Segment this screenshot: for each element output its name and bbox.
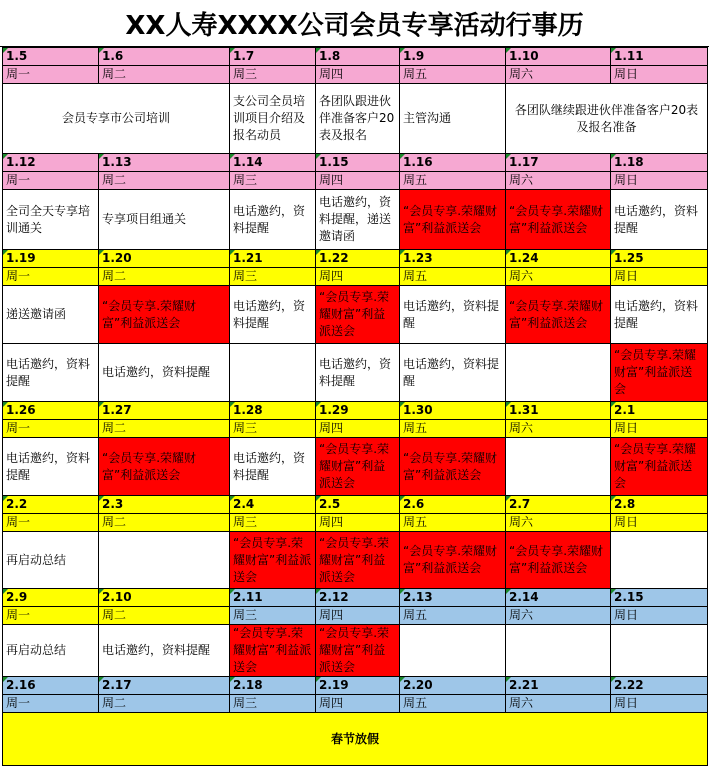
weekday-cell[interactable]: 周一 [3,695,99,713]
date-cell[interactable]: 1.8 [316,48,400,66]
date-cell[interactable]: 1.20 [99,250,230,268]
activity-cell[interactable]: 电话邀约，资料提醒 [611,286,708,344]
date-cell[interactable]: 1.12 [3,154,99,172]
weekday-cell[interactable]: 周五 [400,607,506,625]
weekday-cell[interactable]: 周一 [3,607,99,625]
date-cell[interactable]: 2.15 [611,589,708,607]
weekday-cell[interactable]: 周一 [3,172,99,190]
activity-cell-event[interactable]: “会员专享.荣耀财富”利益派送会 [99,438,230,496]
date-cell[interactable]: 2.6 [400,496,506,514]
date-row [3,154,708,172]
weekday-cell[interactable]: 周六 [506,695,611,713]
weekday-cell[interactable]: 周二 [99,695,230,713]
activity-row [3,625,708,677]
activity-cell-event[interactable]: “会员专享.荣耀财富”利益派送会 [611,344,708,402]
date-cell[interactable]: 1.17 [506,154,611,172]
activity-cell[interactable]: 支公司全员培训项目介绍及报名动员 [230,84,316,154]
activity-cell-event[interactable]: “会员专享.荣耀财富”利益派送会 [611,438,708,496]
activity-cell[interactable]: 电话邀约，资料提醒 [99,625,230,677]
date-cell[interactable]: 1.22 [316,250,400,268]
date-cell[interactable]: 1.21 [230,250,316,268]
weekday-cell[interactable]: 周五 [400,695,506,713]
weekday-cell[interactable]: 周一 [3,514,99,532]
weekday-row [3,607,708,625]
weekday-cell[interactable]: 周二 [99,66,230,84]
date-cell[interactable]: 2.2 [3,496,99,514]
activity-cell[interactable]: 各团队继续跟进伙伴准备客户20表及报名准备 [506,84,708,154]
weekday-cell[interactable]: 周四 [316,66,400,84]
activity-cell[interactable]: 电话邀约，资料提醒 [230,438,316,496]
weekday-cell[interactable]: 周日 [611,514,708,532]
activity-cell[interactable]: 电话邀约，资料提醒 [611,190,708,250]
date-cell[interactable]: 1.6 [99,48,230,66]
date-cell[interactable]: 1.25 [611,250,708,268]
weekday-row [3,695,708,713]
date-row [3,677,708,695]
date-row [3,250,708,268]
date-row [3,496,708,514]
weekday-cell[interactable]: 周三 [230,420,316,438]
date-cell[interactable]: 1.28 [230,402,316,420]
date-cell[interactable]: 2.19 [316,677,400,695]
date-cell[interactable]: 2.5 [316,496,400,514]
weekday-cell[interactable]: 周日 [611,172,708,190]
activity-cell[interactable]: 电话邀约，资料提醒 [316,344,400,402]
date-cell[interactable]: 1.24 [506,250,611,268]
date-cell[interactable]: 1.19 [3,250,99,268]
activity-cell[interactable]: 电话邀约，资料提醒 [99,344,230,402]
activity-cell[interactable]: 递送邀请函 [3,286,99,344]
activity-cell[interactable]: 电话邀约，资料提醒 [230,286,316,344]
weekday-cell[interactable]: 周六 [506,420,611,438]
weekday-cell[interactable]: 周日 [611,420,708,438]
activity-cell-event[interactable]: “会员专享.荣耀财富”利益派送会 [99,286,230,344]
weekday-cell[interactable]: 周四 [316,514,400,532]
weekday-cell[interactable]: 周四 [316,607,400,625]
date-cell[interactable]: 1.9 [400,48,506,66]
activity-cell-event[interactable]: “会员专享.荣耀财富”利益派送会 [400,190,506,250]
activity-cell[interactable]: 电话邀约，资料提醒 [400,344,506,402]
weekday-cell[interactable]: 周六 [506,514,611,532]
date-cell[interactable]: 1.16 [400,154,506,172]
weekday-row [3,514,708,532]
activity-cell-event[interactable]: “会员专享.荣耀财富”利益派送会 [316,286,400,344]
weekday-cell[interactable]: 周六 [506,172,611,190]
activity-cell-event[interactable]: “会员专享.荣耀财富”利益派送会 [400,532,506,589]
date-cell[interactable]: 1.13 [99,154,230,172]
activity-cell-event[interactable]: “会员专享.荣耀财富”利益派送会 [506,532,611,589]
weekday-cell[interactable]: 周四 [316,695,400,713]
weekday-row [3,66,708,84]
activity-cell[interactable] [506,625,611,677]
spring-festival-holiday-cell[interactable]: 春节放假 [3,713,708,766]
date-cell[interactable]: 1.18 [611,154,708,172]
activity-cell-event[interactable]: “会员专享.荣耀财富”利益派送会 [506,286,611,344]
activity-cell[interactable] [611,625,708,677]
date-cell[interactable]: 1.10 [506,48,611,66]
activity-cell[interactable]: 电话邀约，资料提醒 [230,190,316,250]
holiday-row [3,713,708,766]
activity-cell[interactable] [506,438,611,496]
date-row [3,48,708,66]
weekday-cell[interactable]: 周日 [611,66,708,84]
activity-cell[interactable]: 电话邀约，资料提醒 [3,344,99,402]
activity-cell[interactable] [506,344,611,402]
activity-row [3,438,708,496]
weekday-cell[interactable]: 周四 [316,420,400,438]
weekday-cell[interactable]: 周三 [230,172,316,190]
weekday-cell[interactable]: 周三 [230,695,316,713]
date-cell[interactable]: 2.21 [506,677,611,695]
activity-cell[interactable]: 各团队跟进伙伴准备客户20表及报名 [316,84,400,154]
activity-cell[interactable]: 电话邀约，资料提醒 [3,438,99,496]
activity-cell[interactable]: 全司全天专享培训通关 [3,190,99,250]
date-cell[interactable]: 1.23 [400,250,506,268]
date-cell[interactable]: 1.30 [400,402,506,420]
activity-calendar-table [2,47,708,766]
weekday-cell[interactable]: 周一 [3,420,99,438]
date-cell[interactable]: 2.7 [506,496,611,514]
weekday-cell[interactable]: 周三 [230,607,316,625]
activity-cell[interactable] [99,532,230,589]
date-cell[interactable]: 2.18 [230,677,316,695]
activity-cell-event[interactable]: “会员专享.荣耀财富”利益派送会 [316,438,400,496]
activity-cell-event[interactable]: “会员专享.荣耀财富”利益派送会 [400,438,506,496]
activity-cell-event[interactable]: “会员专享.荣耀财富”利益派送会 [316,532,400,589]
date-cell[interactable]: 2.14 [506,589,611,607]
weekday-cell[interactable]: 周五 [400,66,506,84]
activity-cell[interactable]: 主管沟通 [400,84,506,154]
date-cell[interactable]: 2.9 [3,589,99,607]
date-cell[interactable]: 2.8 [611,496,708,514]
weekday-cell[interactable]: 周三 [230,268,316,286]
weekday-cell[interactable]: 周五 [400,420,506,438]
activity-cell[interactable]: 专享项目组通关 [99,190,230,250]
weekday-row [3,268,708,286]
date-cell[interactable]: 1.5 [3,48,99,66]
date-cell[interactable]: 2.20 [400,677,506,695]
activity-cell[interactable] [230,344,316,402]
weekday-cell[interactable]: 周四 [316,172,400,190]
weekday-cell[interactable]: 周六 [506,607,611,625]
weekday-cell[interactable]: 周二 [99,607,230,625]
weekday-cell[interactable]: 周一 [3,268,99,286]
date-cell[interactable]: 2.11 [230,589,316,607]
activity-cell-event[interactable]: “会员专享.荣耀财富”利益派送会 [230,625,316,677]
date-cell[interactable]: 1.26 [3,402,99,420]
activity-row [3,286,708,344]
weekday-cell[interactable]: 周日 [611,268,708,286]
activity-row [3,532,708,589]
activity-cell[interactable]: 会员专享市公司培训 [3,84,230,154]
weekday-cell[interactable]: 周二 [99,172,230,190]
date-cell[interactable]: 2.22 [611,677,708,695]
activity-row [3,190,708,250]
date-cell[interactable]: 1.15 [316,154,400,172]
date-cell[interactable]: 2.17 [99,677,230,695]
date-cell[interactable]: 2.1 [611,402,708,420]
weekday-cell[interactable]: 周四 [316,268,400,286]
weekday-cell[interactable]: 周日 [611,695,708,713]
page-title: XX人寿XXXX公司会员专享活动行事历 [0,0,709,47]
activity-cell[interactable] [400,625,506,677]
weekday-cell[interactable]: 周六 [506,268,611,286]
activity-cell[interactable]: 电话邀约，资料提醒，递送邀请函 [316,190,400,250]
activity-cell[interactable]: 电话邀约，资料提醒 [400,286,506,344]
date-cell[interactable]: 2.12 [316,589,400,607]
date-cell[interactable]: 1.11 [611,48,708,66]
activity-cell-event[interactable]: “会员专享.荣耀财富”利益派送会 [506,190,611,250]
date-cell[interactable]: 2.3 [99,496,230,514]
date-row [3,402,708,420]
weekday-cell[interactable]: 周二 [99,420,230,438]
weekday-cell[interactable]: 周五 [400,514,506,532]
weekday-row [3,420,708,438]
date-cell[interactable]: 1.31 [506,402,611,420]
weekday-cell[interactable]: 周五 [400,172,506,190]
weekday-cell[interactable]: 周六 [506,66,611,84]
activity-row [3,344,708,402]
date-cell[interactable]: 1.14 [230,154,316,172]
activity-cell-event[interactable]: “会员专享.荣耀财富”利益派送会 [316,625,400,677]
weekday-cell[interactable]: 周二 [99,514,230,532]
date-cell[interactable]: 2.16 [3,677,99,695]
activity-cell[interactable] [611,532,708,589]
activity-cell[interactable]: 再启动总结 [3,532,99,589]
activity-row [3,84,708,154]
date-cell[interactable]: 2.13 [400,589,506,607]
weekday-cell[interactable]: 周三 [230,514,316,532]
date-cell[interactable]: 2.4 [230,496,316,514]
date-cell[interactable]: 1.27 [99,402,230,420]
weekday-row [3,172,708,190]
weekday-cell[interactable]: 周三 [230,66,316,84]
date-cell[interactable]: 2.10 [99,589,230,607]
weekday-cell[interactable]: 周五 [400,268,506,286]
date-row [3,589,708,607]
weekday-cell[interactable]: 周一 [3,66,99,84]
activity-cell-event[interactable]: “会员专享.荣耀财富”利益派送会 [230,532,316,589]
activity-cell[interactable]: 再启动总结 [3,625,99,677]
date-cell[interactable]: 1.7 [230,48,316,66]
weekday-cell[interactable]: 周二 [99,268,230,286]
date-cell[interactable]: 1.29 [316,402,400,420]
weekday-cell[interactable]: 周日 [611,607,708,625]
